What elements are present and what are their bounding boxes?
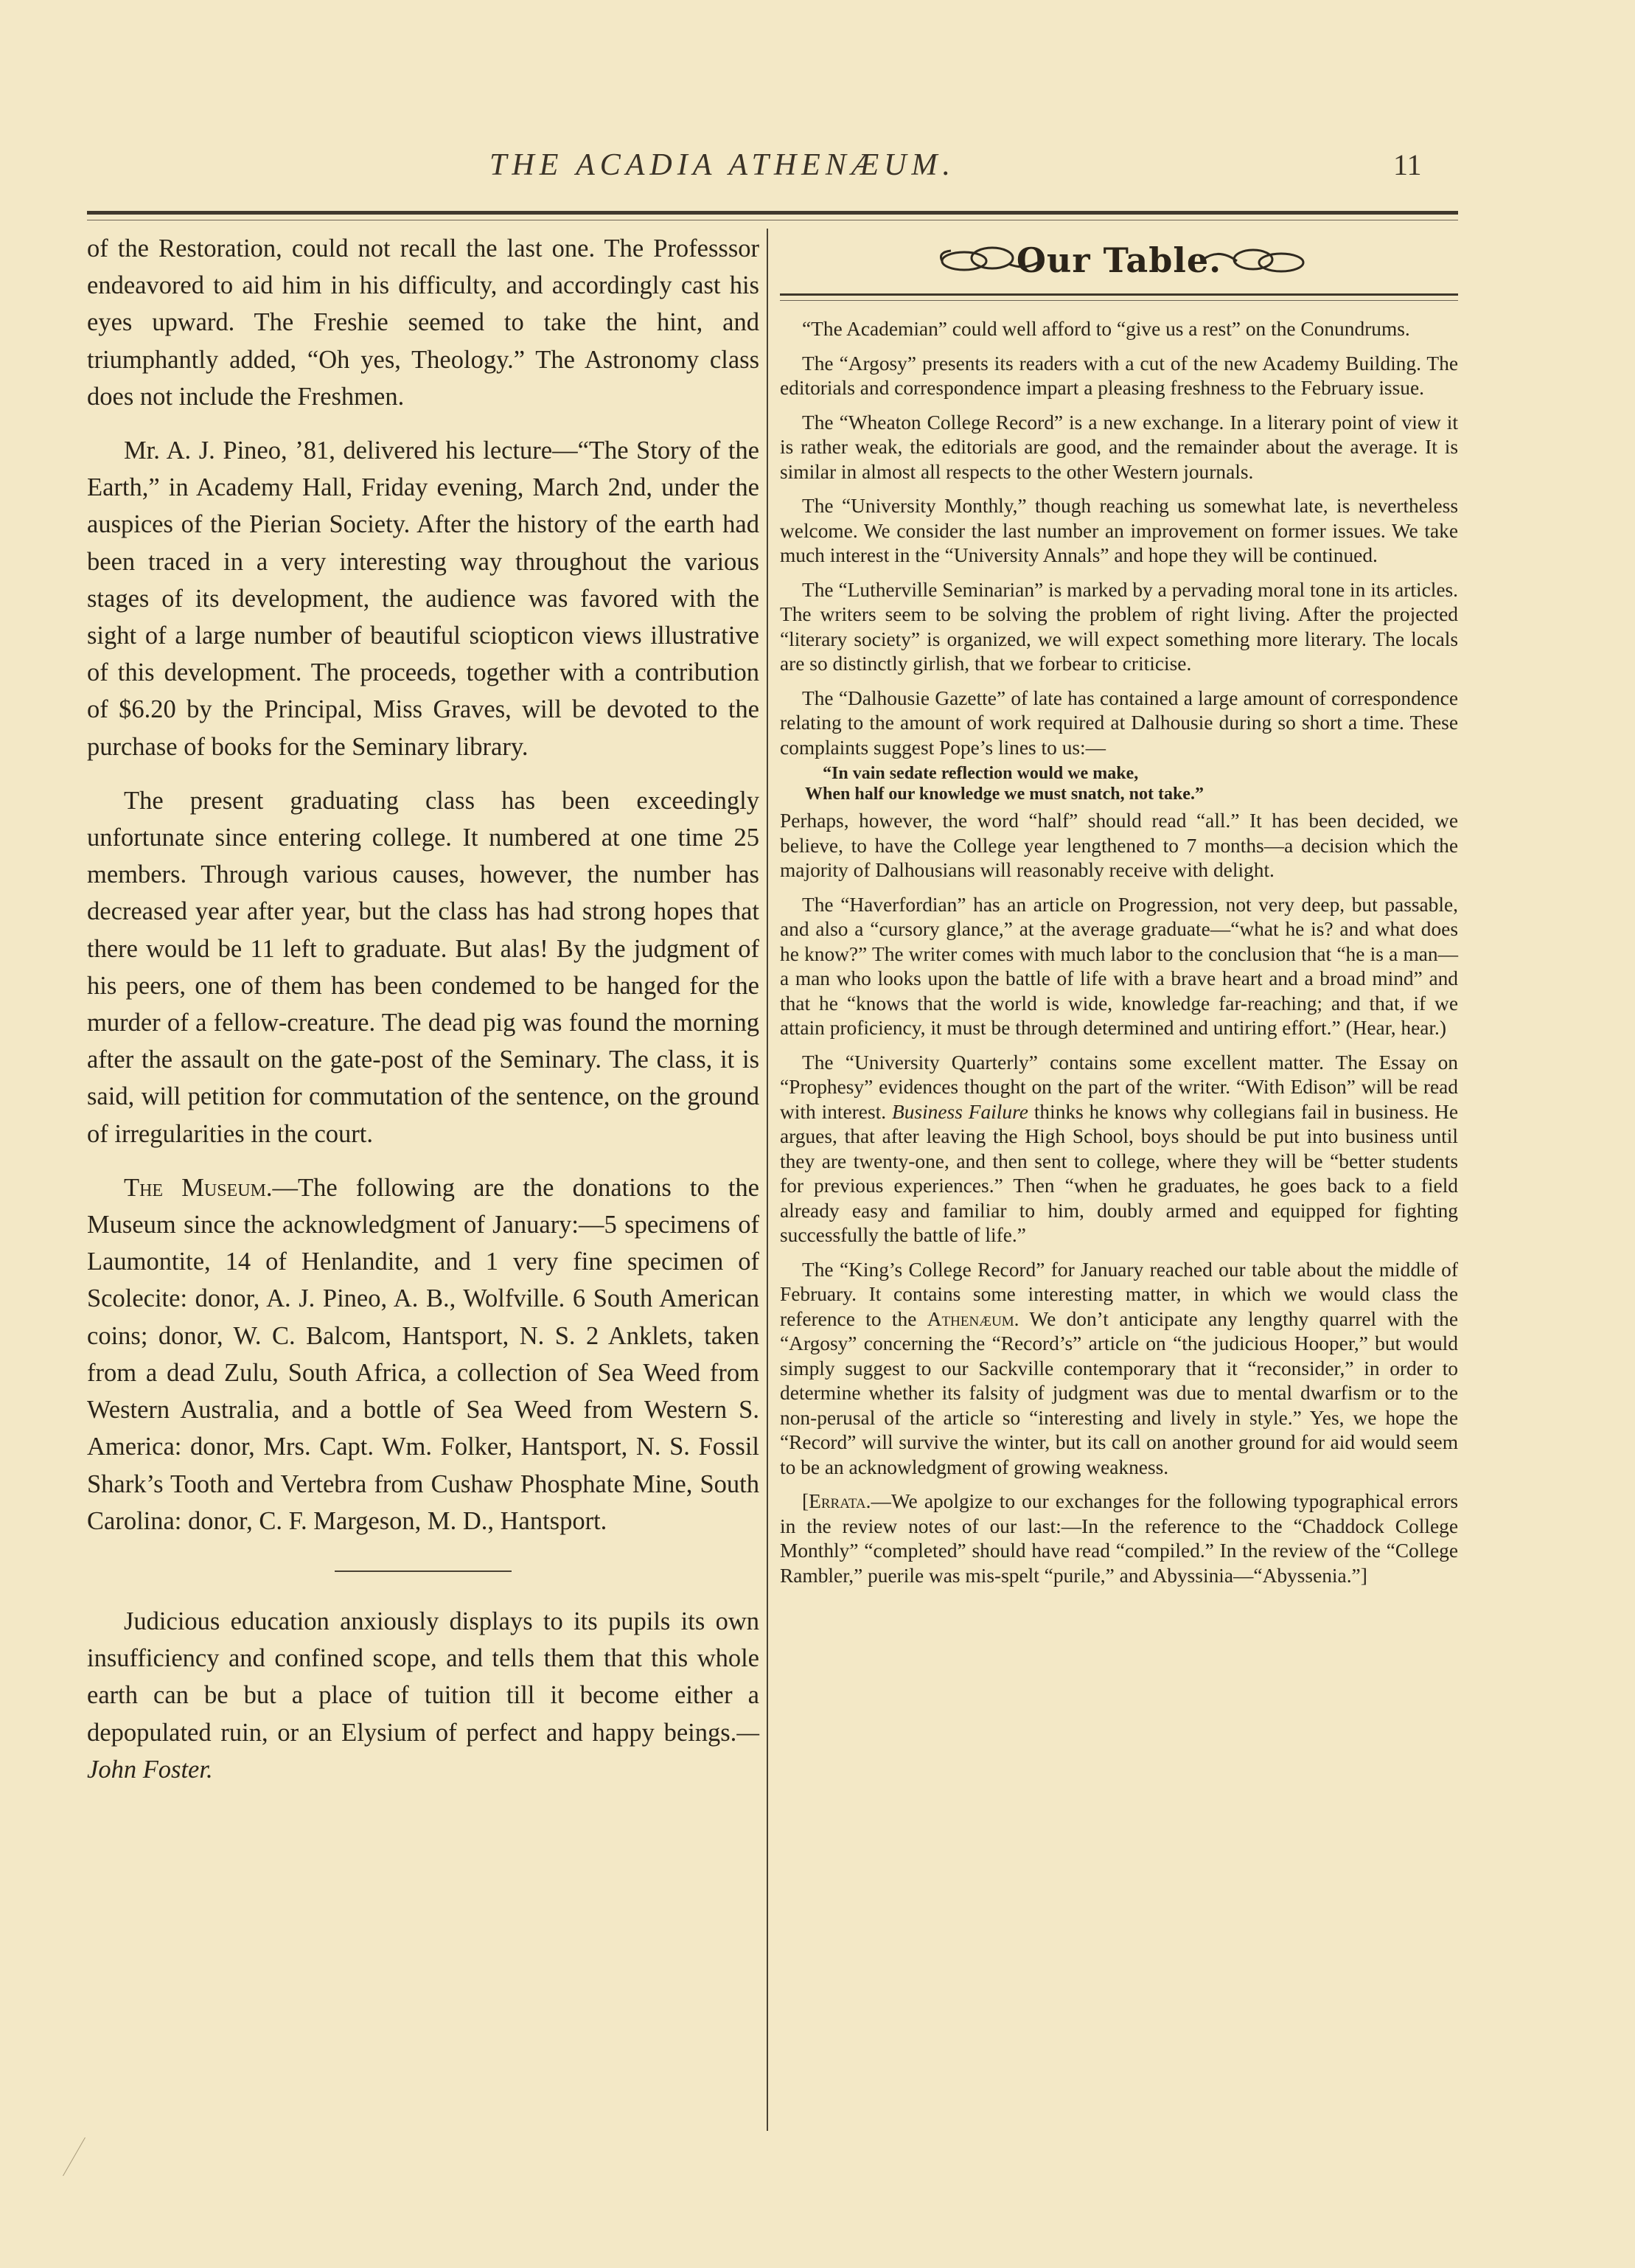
- review-lutherville: The “Lutherville Seminarian” is marked by a pervading moral tone in its articles. The writers seem to be solving the problem of right living. After the projected “literary society” is organized, we will expect something more literary. The locals are so distinctly girlish, that we forbear to criticise.: [780, 578, 1458, 675]
- header-rule: [87, 211, 1458, 215]
- review-haverfordian: The “Haverfordian” has an article on Progression, not very deep, but passable, and also a “cursory glance,” at the average graduate—“what he is? and what does he know?” The writer comes with much labor to the conclusion that “he is a man—a man who looks upon the battle of life with a brave heart and a broad mind” and that he “knows that the world is wide, knowledge far-reaching; and that, if we attain proficiency, it must be through determined and untiring effort.” (Hear, hear.): [780, 893, 1458, 1039]
- running-title: THE ACADIA ATHENÆUM.: [489, 148, 955, 182]
- review-argosy: The “Argosy” presents its readers with a cut of the new Academy Building. The editorials and correspondence impart a pleasing freshness to the February issue.: [780, 352, 1458, 399]
- pencil-mark: [63, 2137, 86, 2176]
- paragraph-graduating-class: The present graduating class has been exceedingly unfortunate since entering college. It numbered at one time 25 members. Through various causes, however, the number has decreased year after year, but the class has had strong hopes that there would be 11 left to graduate. But alas! By the judgment of his peers, one of them has been condemed to be hanged for the murder of a fellow-creature. The dead pig was found the morning after the assault on the gate-post of the Seminary. The class, it is said, will petition for commutation of the sentence, on the ground of irregularities in the court.: [87, 786, 759, 1148]
- pope-quote: [780, 763, 1458, 804]
- our-table-title: Our Table.: [1016, 240, 1222, 280]
- paragraph-restoration: of the Restoration, could not recall the last one. The Professsor endeavored to aid him in his difficulty, and accordingly cast his eyes upward. The Freshie seemed to take the hint, and triumphantly added, “Oh yes, Theology.” The Astronomy class does not include the Freshmen.: [87, 234, 759, 411]
- review-university-quarterly: [780, 1051, 1458, 1248]
- our-table-heading: [780, 234, 1458, 286]
- review-university-monthly: The “University Monthly,” though reaching us somewhat late, is nevertheless welcome. We consider the last number an improvement on former issues. We take much interest in the “University Annals” and hope they will be continued.: [780, 495, 1458, 566]
- review-dalhousie: The “Dalhousie Gazette” of late has contained a large amount of correspondence relating to the amount of work required at Dalhousie during so short a time. These complaints suggest Pope’s lines to us:—: [780, 686, 1458, 759]
- errata-text: —We apolgize to our exchanges for the following typographical errors in the review notes of our last:—In the reference to the “Chaddock College Monthly” “completed” should have read “compiled.” In the review of the “College Rambler,” puerile was mis-spelt “purile,” and Abyssinia—“Abyssenia.”]: [780, 1490, 1458, 1587]
- pope-quote-line-2: When half our knowledge we must snatch, not take.”: [805, 785, 1204, 804]
- foster-quote-text: Judicious education anxiously displays to its pupils its own insufficiency and confined scope, and tells them that this whole earth can be but a place of tuition till it become either a depopulated ruin, or an Elysium of perfect and happy beings.: [87, 1607, 759, 1747]
- quarterly-text-b: thinks he knows why collegians fail in business. He argues, that after leaving the High School, boys should be put into business until they are twenty-one, and then sent to college, where they will be “better students for previous experiences.” Then “when he graduates, he goes back to a field already easy and familiar to him, doubly armed and equipped for fighting successfully the battle of life.”: [780, 1100, 1459, 1246]
- kings-text-a: The “King’s College Record” for January reached our table about the middle of February. It contains some interesting matter, in which we would class the reference to the: [780, 1258, 1458, 1330]
- running-head: [0, 147, 1635, 192]
- page-number: 11: [1393, 148, 1422, 181]
- review-kings-college: [780, 1258, 1458, 1481]
- our-table-rule-thin: [780, 300, 1458, 301]
- right-flourish-icon: [1200, 242, 1311, 279]
- museum-text: —The following are the donations to the Museum since the acknowledgment of January:—5 specimens of Laumontite, 14 of Henlandite, and 1 very fine specimen of Scolecite: donor, A. J. Pineo, A. B., Wolfville. 6 South American coins; donor, W. C. Balcom, Hantsport, N. S. 2 Anklets, taken from a dead Zulu, South Africa, a collection of Sea Weed from Western Australia, and a bottle of Sea Weed from Western S. America: donor, Mrs. Capt. Wm. Folker, Hantsport, N. S. Fossil Shark’s Tooth and Vertebra from Cushaw Phosphate Mine, South Carolina: donor, C. F. Margeson, M. D., Hantsport.: [87, 1173, 759, 1535]
- section-divider: [335, 1570, 512, 1572]
- review-wheaton: The “Wheaton College Record” is a new exchange. In a literary point of view it is rather weak, the editorials are good, and the remainder about the average. It is similar in almost all respects to the other Western journals.: [780, 411, 1458, 483]
- column-divider: [767, 229, 768, 2131]
- paragraph-foster-quote: [87, 1603, 759, 1788]
- museum-heading: The Museum.: [124, 1173, 273, 1202]
- foster-attribution: —John Foster.: [87, 1718, 759, 1784]
- pope-quote-line-1: “In vain sedate reflection would we make,: [823, 764, 1139, 783]
- paragraph-pineo-lecture: Mr. A. J. Pineo, ’81, delivered his lecture—“The Story of the Earth,” in Academy Hall, Friday evening, March 2nd, under the auspices of the Pierian Society. After the history of the earth had been traced in a very interesting way throughout the various stages of its development, the audience was favored with the sight of a large number of beautiful sciopticon views illustrative of this development. The proceeds, together with a contribution of $6.20 by the Principal, Miss Graves, will be devoted to the purchase of books for the Seminary library.: [87, 436, 759, 761]
- quarterly-business-failure: Business Failure: [891, 1100, 1028, 1123]
- quarterly-text-a: The “University Quarterly” contains some excellent matter. The Essay on “Prophesy” evidences thought on the part of the writer. “With Edison” will be read with interest.: [780, 1051, 1458, 1123]
- paragraph-museum: [87, 1169, 759, 1540]
- left-column: [87, 230, 759, 1788]
- review-academian: “The Academian” could well afford to “give us a rest” on the Conundrums.: [802, 318, 1410, 340]
- left-flourish-icon: [935, 242, 1045, 279]
- right-column: [780, 230, 1458, 1588]
- errata: [780, 1489, 1458, 1588]
- errata-label: [Errata.: [802, 1490, 871, 1512]
- review-dalhousie-cont: Perhaps, however, the word “half” should read “all.” It has been decided, we believe, to have the College year lengthened to 7 months—a decision which the majority of Dalhousians will reasonably receive with delight.: [780, 810, 1458, 881]
- our-table-rule: [780, 293, 1458, 296]
- kings-athenaeum: Athenæum.: [927, 1307, 1019, 1330]
- kings-text-b: We don’t anticipate any lengthy quarrel with the “Argosy” concerning the “Record’s” article on “the judicious Hooper,” but would simply suggest to our Sackville contemporary that it “reconsider,” in order to determine whether its falsity of judgment was due to mental dwarfism or to the non-perusal of the article so “interesting and lively in style.” Yes, we hope the “Record” will survive the winter, but its call on another ground for aid would seem to be an acknowledgment of growing weakness.: [780, 1307, 1458, 1478]
